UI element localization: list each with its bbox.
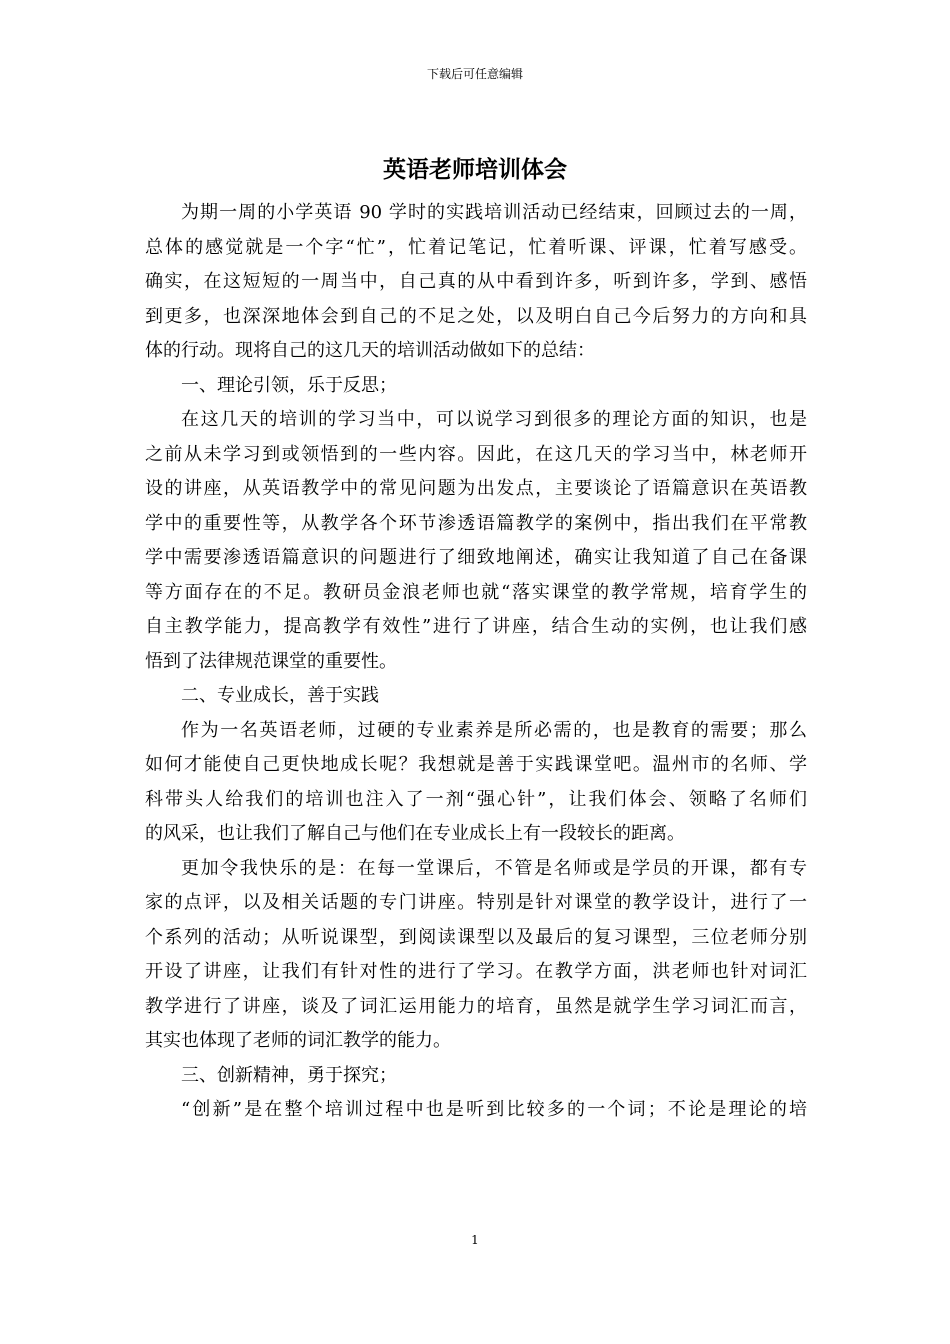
text-line: 家的点评，以及相关话题的专门讲座。特别是针对课堂的教学设计，进行了一 [145, 892, 807, 913]
document-title: 英语老师培训体会 [383, 156, 567, 183]
text-line: 的风采，也让我们了解自己与他们在专业成长上有一段较长的距离。 [145, 823, 685, 844]
text-line: 设的讲座，从英语教学中的常见问题为出发点，主要谈论了语篇意识在英语教 [145, 478, 807, 499]
text-line: 其实也体现了老师的词汇教学的能力。 [145, 1030, 451, 1051]
text-line: 在这几天的培训的学习当中，可以说学习到很多的理论方面的知识，也是 [181, 409, 807, 430]
text-line: 一、理论引领，乐于反思； [181, 374, 397, 396]
text-line: 科带头人给我们的培训也注入了一剂“强心针”，让我们体会、领略了名师们 [145, 788, 807, 810]
text-line: 作为一名英语老师，过硬的专业素养是所必需的，也是教育的需要；那么 [181, 719, 807, 741]
document-body [145, 196, 807, 1128]
text-line: 为期一周的小学英语 90 学时的实践培训活动已经结束，回顾过去的一周， [181, 202, 807, 223]
text-line: 学中需要渗透语篇意识的问题进行了细致地阐述，确实让我知道了自己在备课 [145, 547, 807, 568]
text-line: 如何才能使自己更快地成长呢？我想就是善于实践课堂吧。温州市的名师、学 [145, 754, 807, 775]
text-line: 更加令我快乐的是：在每一堂课后，不管是名师或是学员的开课，都有专 [181, 857, 807, 879]
text-line: 三、创新精神，勇于探究； [181, 1064, 397, 1086]
text-line: 二、专业成长，善于实践 [181, 685, 379, 706]
text-line: 学中的重要性等，从教学各个环节渗透语篇教学的案例中，指出我们在平常教 [145, 512, 807, 534]
text-line: “创新”是在整个培训过程中也是听到比较多的一个词；不论是理论的培 [181, 1099, 807, 1120]
text-line: 开设了讲座，让我们有针对性的进行了学习。在教学方面，洪老师也针对词汇 [145, 961, 807, 982]
text-line: 等方面存在的不足。教研员金浪老师也就“落实课堂的教学常规，培育学生的 [145, 581, 807, 603]
page-header: 下载后可任意编辑 [426, 67, 523, 81]
text-line: 之前从未学习到或领悟到的一些内容。因此，在这几天的学习当中，林老师开 [145, 443, 807, 465]
text-line: 自主教学能力，提高教学有效性”进行了讲座，结合生动的实例，也让我们感 [145, 616, 807, 637]
text-line: 体的行动。现将自己的这几天的培训活动做如下的总结： [145, 340, 595, 361]
text-line: 到更多，也深深地体会到自己的不足之处，以及明白自己今后努力的方向和具 [145, 305, 807, 327]
text-line: 教学进行了讲座，谈及了词汇运用能力的培育，虽然是就学生学习词汇而言， [145, 995, 807, 1017]
text-line: 总体的感觉就是一个字“忙”，忙着记笔记，忙着听课、评课，忙着写感受。 [145, 236, 807, 258]
text-line: 确实，在这短短的一周当中，自己真的从中看到许多，听到许多，学到、感悟 [145, 271, 807, 292]
text-line: 个系列的活动；从听说课型，到阅读课型以及最后的复习课型，三位老师分别 [145, 926, 807, 948]
page-number: 1 [471, 1233, 479, 1247]
text-line: 悟到了法律规范课堂的重要性。 [145, 650, 397, 672]
